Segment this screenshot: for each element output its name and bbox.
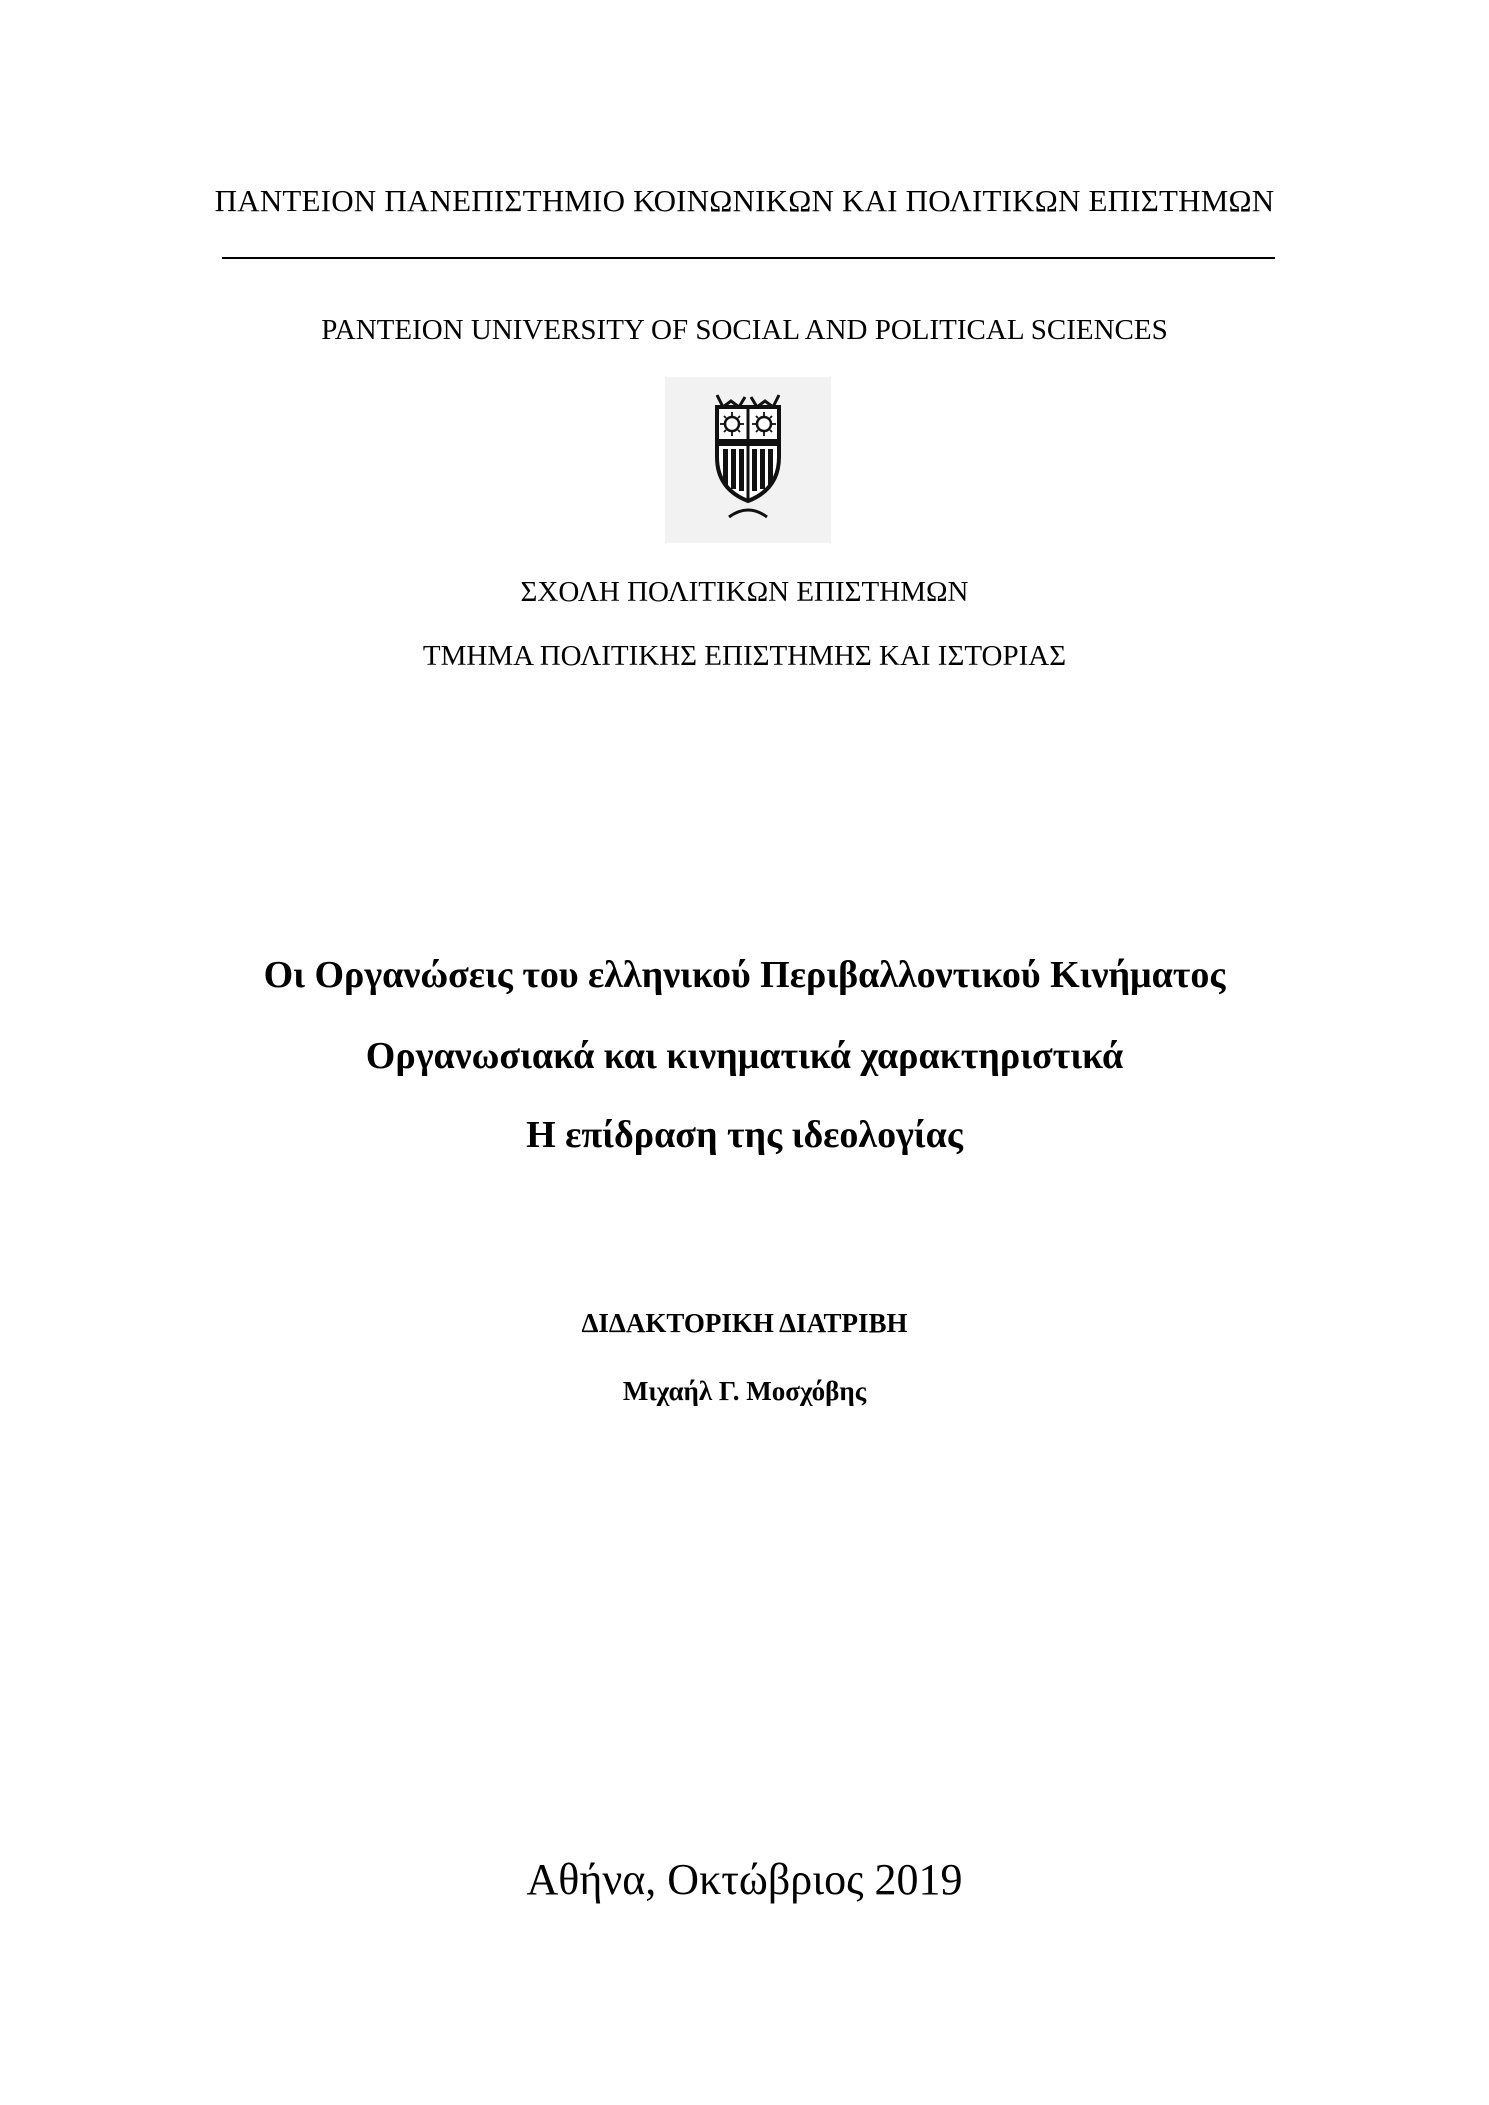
university-name-english: PANTEION UNIVERSITY OF SOCIAL AND POLITICAL SCIENCES bbox=[321, 314, 1168, 346]
department-name: ΤΜΗΜΑ ΠΟΛΙΤΙΚΗΣ ΕΠΙΣΤΗΜΗΣ ΚΑΙ ΙΣΤΟΡΙΑΣ bbox=[422, 640, 1067, 672]
thesis-type: ΔΙΔΑΚΤΟΡΙΚΗ ΔΙΑΤΡΙΒΗ bbox=[581, 1308, 908, 1338]
thesis-title-line-3: Η επίδραση της ιδεολογίας bbox=[526, 1114, 963, 1156]
header-divider bbox=[222, 257, 1275, 259]
thesis-title-line-1: Οι Οργανώσεις του ελληνικού Περιβαλλοντικού Κινήματος bbox=[263, 954, 1226, 996]
university-crest-icon bbox=[665, 377, 831, 543]
place-and-date: Αθήνα, Οκτώβριος 2019 bbox=[526, 1855, 963, 1904]
author-name: Μιχαήλ Γ. Μοσχόβης bbox=[622, 1376, 867, 1406]
thesis-title-line-2: Οργανωσιακά και κινηματικά χαρακτηριστικά bbox=[365, 1035, 1124, 1077]
school-name: ΣΧΟΛΗ ΠΟΛΙΤΙΚΩΝ ΕΠΙΣΤΗΜΩΝ bbox=[520, 576, 969, 608]
university-name-greek: ΠΑΝΤΕΙΟΝ ΠΑΝΕΠΙΣΤΗΜΙΟ ΚΟΙΝΩΝΙΚΩΝ ΚΑΙ ΠΟΛΙΤΙΚΩΝ ΕΠΙΣΤΗΜΩΝ bbox=[214, 183, 1275, 218]
